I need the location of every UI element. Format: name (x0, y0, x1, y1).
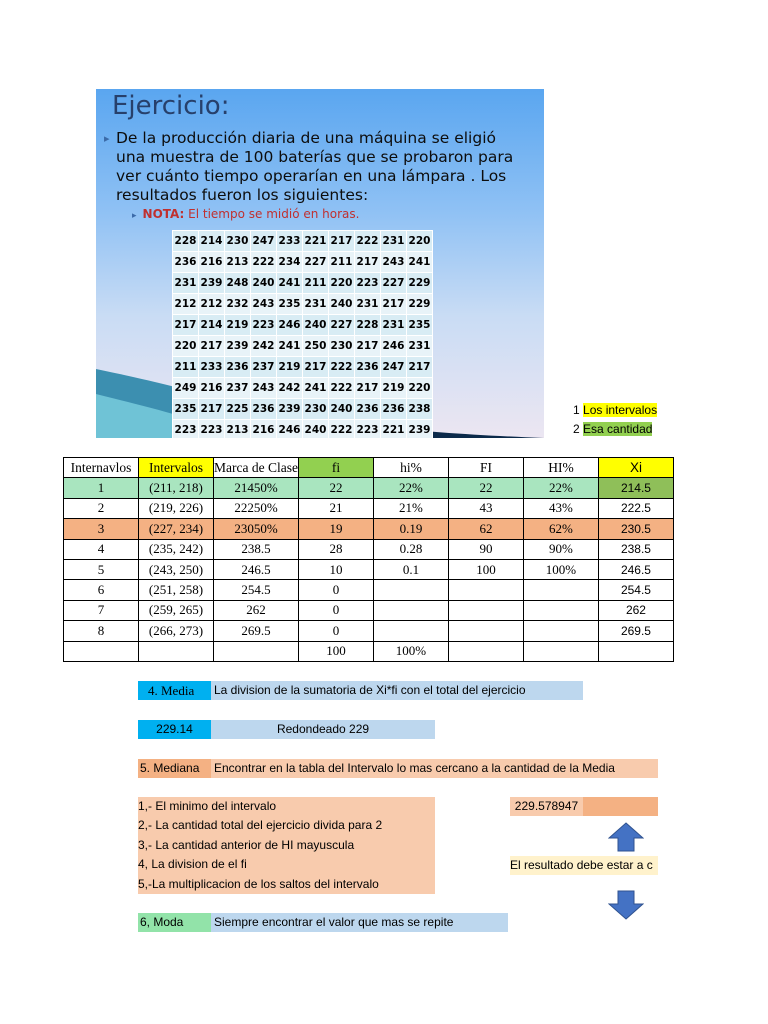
slide-title: Ejercicio: (112, 91, 230, 121)
table-cell[interactable]: (235, 242) (139, 539, 214, 559)
table-cell[interactable] (64, 641, 139, 661)
grid-cell: 237 (251, 357, 277, 378)
grid-cell: 240 (329, 399, 355, 420)
grid-cell: 222 (355, 231, 381, 252)
table-cell[interactable]: 269.5 (214, 621, 299, 641)
grid-cell: 223 (355, 420, 381, 439)
table-cell[interactable] (139, 641, 214, 661)
table-cell[interactable]: (243, 250) (139, 559, 214, 579)
grid-row (173, 294, 433, 315)
side-note-2-text: Esa cantidad (583, 422, 653, 436)
table-cell[interactable]: 7 (64, 600, 139, 620)
grid-row (173, 357, 433, 378)
grid-cell: 219 (381, 378, 407, 399)
header-fi[interactable]: fi (298, 458, 373, 478)
grid-cell: 229 (407, 273, 433, 294)
table-cell[interactable]: 10 (298, 559, 373, 579)
mediana-description[interactable]: Encontrar en la tabla del Intervalo lo mas cercano a la cantidad de la Media (211, 759, 658, 778)
grid-cell: 225 (225, 399, 251, 420)
table-cell[interactable]: 246.5 (214, 559, 299, 579)
grid-cell: 229 (407, 294, 433, 315)
mediana-steps (138, 797, 435, 894)
table-cell[interactable]: 100 (448, 559, 523, 579)
table-cell[interactable]: 222.5 (598, 498, 673, 518)
grid-cell: 239 (407, 420, 433, 439)
grid-cell: 219 (277, 357, 303, 378)
grid-cell: 239 (199, 273, 225, 294)
table-totals-row (64, 641, 674, 661)
grid-cell: 216 (251, 420, 277, 439)
table-cell[interactable]: 90 (448, 539, 523, 559)
table-cell[interactable]: 1 (64, 478, 139, 498)
table-cell[interactable]: 22% (523, 478, 598, 498)
grid-cell: 236 (355, 399, 381, 420)
grid-cell: 236 (355, 357, 381, 378)
slide-note (132, 207, 359, 221)
side-note-1-text: Los intervalos (583, 403, 658, 417)
grid-cell: 240 (329, 294, 355, 315)
mediana-step-3[interactable]: 3,- La cantidad anterior de HI mayuscula (138, 837, 355, 852)
mediana-label[interactable]: 5. Mediana (138, 759, 211, 778)
table-cell[interactable] (448, 621, 523, 641)
table-cell[interactable]: 22% (373, 478, 448, 498)
table-cell[interactable]: 262 (598, 600, 673, 620)
grid-cell: 216 (199, 252, 225, 273)
grid-cell: 246 (277, 420, 303, 439)
grid-cell: 246 (277, 315, 303, 336)
media-value[interactable]: 229.14 (138, 720, 211, 739)
bullet-icon: ▸ (132, 211, 137, 221)
grid-cell: 235 (407, 315, 433, 336)
grid-row (173, 252, 433, 273)
grid-cell: 235 (173, 399, 199, 420)
grid-cell: 231 (303, 294, 329, 315)
grid-cell: 223 (355, 273, 381, 294)
table-cell[interactable]: 19 (298, 519, 373, 539)
grid-cell: 240 (303, 420, 329, 439)
grid-cell: 211 (303, 273, 329, 294)
table-cell[interactable]: (211, 218) (139, 478, 214, 498)
grid-cell: 242 (251, 336, 277, 357)
grid-cell: 241 (407, 252, 433, 273)
grid-cell: 216 (199, 378, 225, 399)
table-cell[interactable]: 22250% (214, 498, 299, 518)
total-fi[interactable]: 100 (298, 641, 373, 661)
grid-cell: 227 (381, 273, 407, 294)
header-HI-percent[interactable]: HI% (523, 458, 598, 478)
grid-cell: 241 (277, 273, 303, 294)
table-cell[interactable]: 0 (298, 621, 373, 641)
grid-cell: 233 (199, 357, 225, 378)
table-cell[interactable]: (259, 265) (139, 600, 214, 620)
grid-row (173, 315, 433, 336)
battery-data-grid (172, 230, 433, 438)
table-cell[interactable]: 90% (523, 539, 598, 559)
table-cell[interactable]: (266, 273) (139, 621, 214, 641)
table-cell[interactable]: 0.28 (373, 539, 448, 559)
table-cell[interactable]: 5 (64, 559, 139, 579)
table-row (64, 621, 674, 641)
note-text: El tiempo se midió en horas. (184, 207, 360, 221)
table-cell[interactable]: 22 (448, 478, 523, 498)
table-cell[interactable]: 28 (298, 539, 373, 559)
grid-cell: 217 (303, 357, 329, 378)
grid-cell: 217 (199, 336, 225, 357)
grid-cell: 243 (251, 378, 277, 399)
grid-cell: 243 (251, 294, 277, 315)
table-cell[interactable] (373, 580, 448, 600)
table-cell[interactable] (598, 641, 673, 661)
grid-cell: 235 (277, 294, 303, 315)
table-cell[interactable]: 2 (64, 498, 139, 518)
header-hi-percent[interactable]: hi% (373, 458, 448, 478)
table-cell[interactable] (373, 600, 448, 620)
slide-body-text (104, 129, 526, 205)
table-cell[interactable]: 4 (64, 539, 139, 559)
media-description[interactable]: La division de la sumatoria de Xi*fi con el total del ejercicio (211, 681, 583, 700)
grid-cell: 231 (381, 315, 407, 336)
grid-cell: 219 (225, 315, 251, 336)
table-cell[interactable]: 62% (523, 519, 598, 539)
grid-row (173, 420, 433, 439)
grid-cell: 233 (277, 231, 303, 252)
table-row (64, 539, 674, 559)
grid-cell: 217 (199, 399, 225, 420)
moda-description[interactable]: Siempre encontrar el valor que mas se repite (211, 913, 508, 932)
grid-cell: 213 (225, 420, 251, 439)
grid-cell: 231 (381, 231, 407, 252)
grid-cell: 240 (251, 273, 277, 294)
table-cell[interactable] (448, 580, 523, 600)
grid-cell: 236 (173, 252, 199, 273)
note-label: NOTA: (142, 207, 185, 221)
table-cell[interactable]: 8 (64, 621, 139, 641)
header-intervalos[interactable]: Intervalos (139, 458, 214, 478)
grid-cell: 222 (329, 420, 355, 439)
side-note-2-number: 2 (573, 422, 580, 436)
table-cell[interactable]: 43 (448, 498, 523, 518)
grid-cell: 217 (381, 294, 407, 315)
table-cell[interactable]: (219, 226) (139, 498, 214, 518)
moda-label[interactable]: 6, Moda (138, 913, 211, 932)
grid-cell: 220 (407, 231, 433, 252)
grid-cell: 212 (199, 294, 225, 315)
header-marca-de-clase[interactable]: Marca de Clase (214, 458, 299, 478)
grid-cell: 231 (355, 294, 381, 315)
mediana-step-1[interactable]: 1,- El minimo del intervalo (138, 799, 277, 813)
grid-cell: 247 (381, 357, 407, 378)
grid-cell: 236 (225, 357, 251, 378)
grid-cell: 217 (173, 315, 199, 336)
grid-cell: 227 (303, 252, 329, 273)
table-row (64, 559, 674, 579)
grid-cell: 228 (173, 231, 199, 252)
mediana-empty-cell[interactable] (583, 797, 658, 816)
grid-cell: 223 (251, 315, 277, 336)
table-cell[interactable]: 21% (373, 498, 448, 518)
table-cell[interactable]: 269.5 (598, 621, 673, 641)
grid-row (173, 399, 433, 420)
grid-cell: 242 (277, 378, 303, 399)
frequency-table (63, 457, 674, 662)
table-cell[interactable]: (251, 258) (139, 580, 214, 600)
grid-cell: 220 (407, 378, 433, 399)
grid-cell: 238 (407, 399, 433, 420)
grid-cell: 248 (225, 273, 251, 294)
grid-cell: 246 (381, 336, 407, 357)
table-cell[interactable]: 238.5 (214, 539, 299, 559)
table-cell[interactable] (448, 641, 523, 661)
table-cell[interactable]: (227, 234) (139, 519, 214, 539)
table-cell[interactable]: 0.1 (373, 559, 448, 579)
grid-cell: 247 (251, 231, 277, 252)
table-header-row (64, 458, 674, 478)
grid-cell: 213 (225, 252, 251, 273)
table-cell[interactable]: 22 (298, 478, 373, 498)
arrow-down-icon (608, 890, 644, 920)
grid-cell: 236 (251, 399, 277, 420)
mediana-step-4[interactable]: 4, La division de el fi (138, 857, 247, 872)
mediana-value[interactable]: 229.578947 (510, 797, 583, 816)
grid-cell: 223 (173, 420, 199, 439)
table-cell[interactable] (523, 641, 598, 661)
mediana-step-2[interactable]: 2,- La cantidad total del ejercicio divida para 2 (138, 818, 383, 833)
table-row (64, 498, 674, 518)
arrow-up-icon (608, 822, 644, 852)
grid-cell: 241 (277, 336, 303, 357)
grid-cell: 231 (173, 273, 199, 294)
grid-cell: 241 (303, 378, 329, 399)
grid-cell: 228 (355, 315, 381, 336)
table-cell[interactable]: 43% (523, 498, 598, 518)
grid-cell: 240 (303, 315, 329, 336)
table-cell[interactable] (448, 600, 523, 620)
table-cell[interactable]: 246.5 (598, 559, 673, 579)
table-row (64, 600, 674, 620)
grid-row (173, 336, 433, 357)
grid-cell: 239 (225, 336, 251, 357)
grid-cell: 212 (173, 294, 199, 315)
grid-row (173, 273, 433, 294)
side-note-2 (573, 420, 658, 438)
grid-cell: 250 (303, 336, 329, 357)
table-cell[interactable]: 21 (298, 498, 373, 518)
table-cell[interactable] (523, 621, 598, 641)
grid-cell: 220 (329, 273, 355, 294)
grid-cell: 217 (355, 336, 381, 357)
grid-cell: 237 (225, 378, 251, 399)
mediana-step-5[interactable]: 5,-La multiplicacion de los saltos del intervalo (138, 876, 379, 891)
table-cell[interactable]: 254.5 (598, 580, 673, 600)
grid-cell: 217 (355, 378, 381, 399)
table-cell[interactable] (523, 600, 598, 620)
grid-cell: 236 (381, 399, 407, 420)
grid-cell: 232 (225, 294, 251, 315)
header-xi[interactable]: Xi (598, 458, 673, 478)
table-cell[interactable]: 230.5 (598, 519, 673, 539)
table-cell[interactable] (214, 641, 299, 661)
media-label[interactable]: 4. Media (138, 681, 211, 700)
grid-cell: 214 (199, 231, 225, 252)
grid-cell: 227 (329, 315, 355, 336)
grid-row (173, 378, 433, 399)
bullet-icon: ▸ (104, 132, 110, 145)
table-cell[interactable]: 100% (523, 559, 598, 579)
grid-cell: 222 (251, 252, 277, 273)
table-row (64, 580, 674, 600)
slide-body-content: De la producción diaria de una máquina se eligió una muestra de 100 baterías que se probaron para ver cuánto tiempo operarían en una lámpara . Los resultados fueron los siguientes: (116, 129, 514, 204)
table-cell[interactable]: 214.5 (598, 478, 673, 498)
table-cell[interactable]: 0 (298, 600, 373, 620)
header-FI[interactable]: FI (448, 458, 523, 478)
side-note-1 (573, 401, 658, 419)
header-internavlos[interactable]: Internavlos (64, 458, 139, 478)
grid-cell: 230 (303, 399, 329, 420)
table-cell[interactable] (523, 580, 598, 600)
table-row (64, 519, 674, 539)
table-cell[interactable]: 62 (448, 519, 523, 539)
table-cell[interactable]: 21450% (214, 478, 299, 498)
mediana-result-note[interactable]: El resultado debe estar a c (510, 856, 658, 875)
table-cell[interactable]: 254.5 (214, 580, 299, 600)
grid-row (173, 231, 433, 252)
grid-cell: 231 (407, 336, 433, 357)
table-cell[interactable] (373, 621, 448, 641)
grid-cell: 217 (355, 252, 381, 273)
grid-cell: 211 (173, 357, 199, 378)
grid-cell: 217 (329, 231, 355, 252)
grid-cell: 223 (199, 420, 225, 439)
table-cell[interactable]: 0 (298, 580, 373, 600)
grid-cell: 230 (225, 231, 251, 252)
grid-cell: 211 (329, 252, 355, 273)
table-cell[interactable]: 6 (64, 580, 139, 600)
grid-cell: 234 (277, 252, 303, 273)
grid-cell: 249 (173, 378, 199, 399)
media-rounded[interactable]: Redondeado 229 (211, 720, 435, 739)
grid-cell: 217 (407, 357, 433, 378)
table-cell[interactable]: 3 (64, 519, 139, 539)
total-hi[interactable]: 100% (373, 641, 448, 661)
side-note-1-number: 1 (573, 403, 580, 417)
grid-cell: 221 (381, 420, 407, 439)
table-cell[interactable]: 262 (214, 600, 299, 620)
grid-cell: 220 (173, 336, 199, 357)
grid-cell: 222 (329, 378, 355, 399)
table-row (64, 478, 674, 498)
table-cell[interactable]: 23050% (214, 519, 299, 539)
table-cell[interactable]: 0.19 (373, 519, 448, 539)
grid-cell: 214 (199, 315, 225, 336)
grid-cell: 239 (277, 399, 303, 420)
exercise-slide-image (96, 89, 544, 438)
grid-cell: 222 (329, 357, 355, 378)
grid-cell: 221 (303, 231, 329, 252)
table-cell[interactable]: 238.5 (598, 539, 673, 559)
grid-cell: 243 (381, 252, 407, 273)
grid-cell: 230 (329, 336, 355, 357)
